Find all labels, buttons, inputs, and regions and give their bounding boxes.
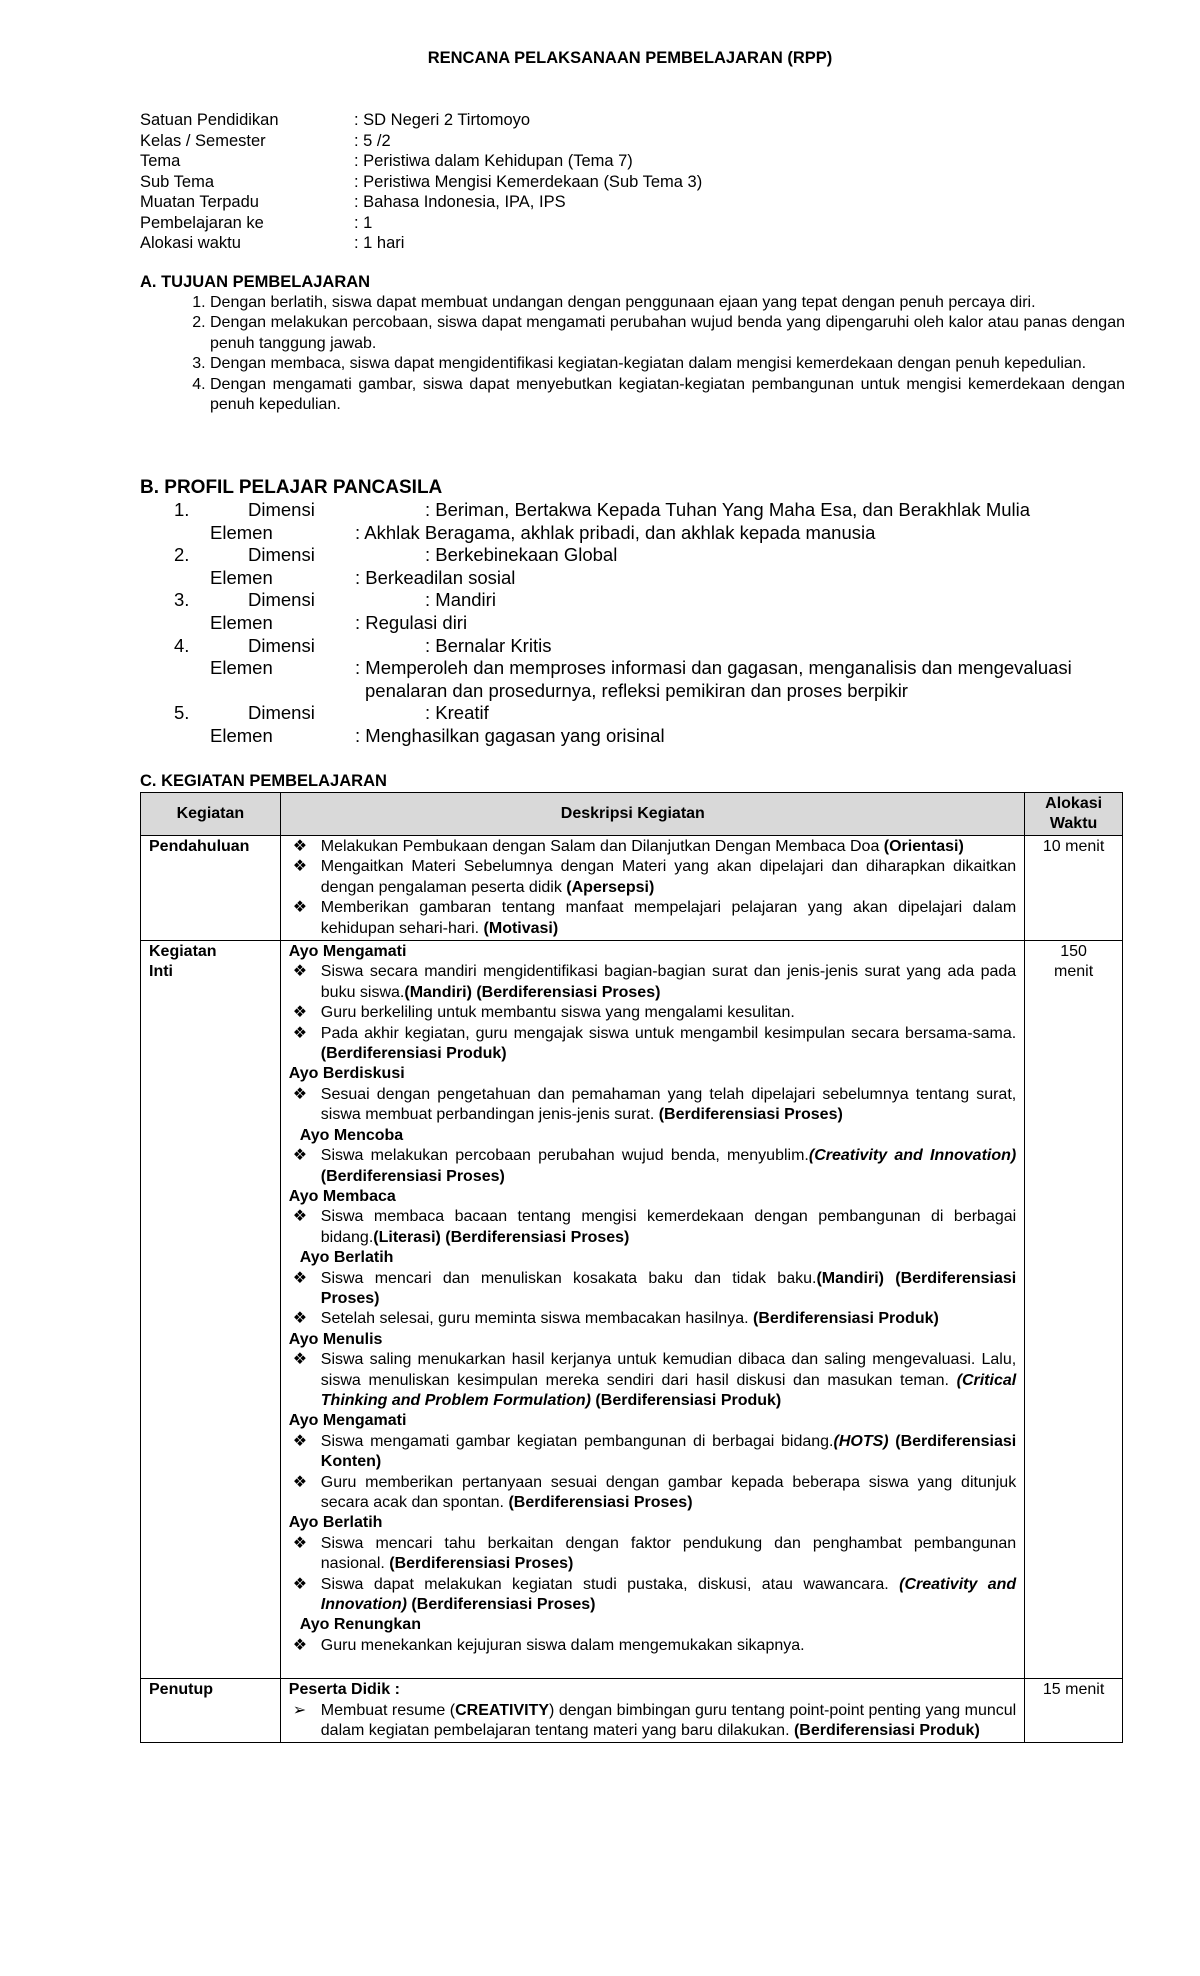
item-text: Guru menekankan kejujuran siswa dalam mengemukakan sikapnya. (320, 1636, 805, 1654)
dimensi-label: Dimensi (248, 544, 315, 566)
diamond-bullet-icon: ❖ (292, 858, 308, 876)
list-item (289, 1024, 1016, 1065)
list-item (289, 1309, 1016, 1329)
item-text: Siswa dapat melakukan kegiatan studi pustaka, diskusi, atau wawancara. (320, 1575, 900, 1593)
elemen-label: Elemen (210, 566, 273, 588)
item-tag: (Berdiferensiasi Proses) (406, 1596, 596, 1614)
item-tag: (Orientasi) (883, 838, 964, 855)
phase-label: Penutup (149, 1681, 213, 1699)
item-text: Pada akhir kegiatan, guru mengajak siswa untuk mengambil kesimpulan secara bersama-sama. (320, 1024, 1017, 1042)
header-alokasi: Alokasi Waktu (1025, 793, 1123, 836)
diamond-bullet-icon: ❖ (292, 1432, 308, 1450)
dimensi-row (140, 544, 1125, 567)
diamond-bullet-icon: ❖ (292, 1575, 308, 1593)
activity-list (289, 1085, 1016, 1126)
item-italic-tag: (Creativity and Innovation) (320, 1575, 1017, 1614)
identity-value: : SD Negeri 2 Tirtomoyo (354, 111, 531, 129)
subheading: Peserta Didik : (288, 1681, 400, 1699)
identity-row (140, 110, 702, 131)
diamond-bullet-icon: ❖ (292, 1024, 308, 1042)
identity-label: Sub Tema (140, 172, 214, 191)
dimensi-label: Dimensi (248, 702, 315, 724)
diamond-bullet-icon: ❖ (292, 1310, 308, 1328)
identity-row (140, 213, 702, 234)
dimensi-label: Dimensi (248, 499, 315, 520)
list-item (289, 1701, 1016, 1742)
identity-row (140, 172, 702, 193)
item-italic-tag: (Creativity and Innovation) (808, 1147, 1017, 1165)
subheading: Ayo Mengamati (288, 943, 407, 961)
item-italic-tag: (HOTS) (833, 1432, 889, 1450)
list-item (289, 837, 1016, 857)
item-text: Siswa membaca bacaan tentang mengisi kemerdekaan dengan pembangunan di berbagai bidang. (320, 1208, 1017, 1246)
list-item (289, 1085, 1016, 1126)
subheading: Ayo Berdiskusi (288, 1065, 405, 1083)
diamond-bullet-icon: ❖ (292, 1351, 308, 1369)
list-item (289, 1473, 1016, 1514)
elemen-row (140, 657, 1125, 680)
elemen-label: Elemen (210, 657, 273, 679)
list-item (289, 1269, 1016, 1310)
time-cell: 150 (1060, 943, 1087, 961)
dimensi-number: 3. (174, 589, 190, 611)
list-item (289, 1636, 1016, 1656)
item-tag: (Berdiferensiasi Proses) (658, 1106, 843, 1124)
identity-row (140, 131, 702, 152)
item-text: Memberikan gambaran tentang manfaat mempelajari pelajaran yang akan dipelajari dalam kehidupan sehari-hari. (320, 899, 1017, 937)
item-text: Sesuai dengan pengetahuan dan pemahaman yang telah dipelajari sebelumnya tentang surat, siswa membuat perbandingan jenis-jenis surat. (320, 1085, 1017, 1124)
dimensi-value: : Bernalar Kritis (425, 634, 552, 656)
identity-label: Muatan Terpadu (140, 193, 259, 211)
activity-list (289, 1269, 1016, 1330)
header-kegiatan: Kegiatan (141, 793, 281, 836)
item-text: Melakukan Pembukaan dengan Salam dan Dilanjutkan Dengan Membaca Doa (320, 838, 884, 855)
header-deskripsi: Deskripsi Kegiatan (280, 793, 1024, 836)
item-text: Mengaitkan Materi Sebelumnya dengan Materi yang akan dipelajari dan diharapkan dikaitkan dengan pengalaman peserta didik (320, 858, 1017, 896)
list-item (289, 857, 1016, 898)
dimensi-value: : Kreatif (425, 702, 489, 724)
section-c-heading: C. KEGIATAN PEMBELAJARAN (140, 772, 387, 790)
elemen-value: : Regulasi diri (355, 611, 468, 633)
dimensi-row (140, 589, 1125, 612)
item-tag: (Berdiferensiasi Proses) (389, 1555, 574, 1573)
identity-label: Alokasi waktu (140, 234, 241, 252)
item-tag: (Literasi) (Berdiferensiasi Proses) (373, 1228, 630, 1246)
elemen-value: : Memperoleh dan memproses informasi dan gagasan, menganalisis dan mengevaluasi (355, 657, 1072, 679)
phase-label: Pendahuluan (149, 838, 250, 855)
activity-list (289, 1636, 1016, 1656)
list-item (289, 898, 1016, 939)
elemen-value: : Menghasilkan gagasan yang orisinal (355, 724, 665, 746)
identity-value: : 1 hari (354, 234, 405, 252)
activity-list (289, 1207, 1016, 1248)
elemen-label: Elemen (210, 521, 273, 543)
objective-item: 3. Dengan membaca, siswa dapat mengidentifikasi kegiatan-kegiatan dalam mengisi kemerdekaan dengan penuh kepedulian. (210, 354, 1125, 375)
dimensi-number: 2. (174, 544, 190, 566)
dimensi-label: Dimensi (248, 634, 315, 656)
time-cell: 10 menit (1025, 836, 1123, 941)
dimensi-value: : Beriman, Bertakwa Kepada Tuhan Yang Maha Esa, dan Berakhlak Mulia (425, 499, 1031, 520)
identity-value: : Peristiwa dalam Kehidupan (Tema 7) (354, 152, 633, 170)
diamond-bullet-icon: ❖ (292, 1147, 308, 1165)
identity-label: Kelas / Semester (140, 131, 266, 150)
diamond-bullet-icon: ❖ (292, 1208, 308, 1226)
dimensi-number: 5. (174, 702, 190, 724)
subheading: Ayo Mengamati (288, 1412, 407, 1430)
item-text: Siswa saling menukarkan hasil kerjanya untuk kemudian dibaca dan saling mengevaluasi. Lalu, siswa menuliskan kesimpulan mereka sendiri dari hasil diskusi dan masukan teman. (320, 1351, 1017, 1389)
list-item (289, 1432, 1016, 1473)
list-item (289, 1534, 1016, 1575)
section-b-heading: B. PROFIL PELAJAR PANCASILA (140, 477, 443, 498)
list-item (289, 1350, 1016, 1411)
list-item (289, 1207, 1016, 1248)
document-title: RENCANA PELAKSANAAN PEMBELAJARAN (RPP) (427, 49, 833, 67)
list-item (289, 1146, 1016, 1187)
subheading: Ayo Membaca (288, 1187, 396, 1205)
dimensi-value: : Mandiri (425, 589, 496, 611)
elemen-label: Elemen (210, 724, 273, 746)
dimensi-label: Dimensi (248, 589, 315, 611)
item-tag: (Apersepsi) (566, 878, 655, 896)
diamond-bullet-icon: ❖ (292, 1473, 308, 1491)
item-tag: (Berdiferensiasi Produk) (590, 1391, 782, 1409)
objective-list (140, 293, 1125, 416)
elemen-value-cont: penalaran dan prosedurnya, refleksi pemikiran dan proses berpikir (365, 679, 908, 701)
section-profil (140, 477, 1125, 748)
objective-item: 2. Dengan melakukan percobaan, siswa dapat mengamati perubahan wujud benda yang dipengaruhi oleh kalor atau panas dengan penuh tanggung jawab. (210, 313, 1125, 354)
item-tag: (Berdiferensiasi Produk) (320, 1045, 507, 1063)
item-tag: (Berdiferensiasi Proses) (508, 1494, 693, 1511)
identity-value: : Bahasa Indonesia, IPA, IPS (354, 193, 566, 211)
elemen-row (140, 725, 1125, 748)
table-row-penutup (141, 1679, 1123, 1743)
item-text: Membuat resume ( (320, 1701, 456, 1719)
item-text: Guru memberikan pertanyaan sesuai dengan gambar kepada beberapa siswa yang ditunjuk secara acak dan spontan. (320, 1473, 1017, 1511)
item-tag: (Berdiferensiasi Produk) (793, 1722, 980, 1740)
subheading: Ayo Renungkan (299, 1616, 421, 1634)
elemen-value: : Berkeadilan sosial (355, 566, 516, 588)
subheading: Ayo Berlatih (288, 1514, 383, 1532)
dimensi-number: 1. (174, 499, 190, 520)
item-text: Siswa secara mandiri mengidentifikasi bagian-bagian surat dan jenis-jenis surat yang ada pada buku siswa. (320, 963, 1017, 1001)
list-item (289, 962, 1016, 1003)
item-tag: (Berdiferensiasi Produk) (752, 1310, 939, 1328)
list-item (289, 1575, 1016, 1616)
time-cell-unit: menit (1054, 963, 1094, 981)
phase-label: Kegiatan (149, 943, 217, 961)
objective-item: 4. Dengan mengamati gambar, siswa dapat menyebutkan kegiatan-kegiatan pembangunan untuk mengisi kemerdekaan dengan penuh kepedulian. (210, 375, 1125, 416)
table-header-row (141, 793, 1123, 836)
elemen-value: : Akhlak Beragama, akhlak pribadi, dan akhlak kepada manusia (355, 521, 876, 543)
time-cell: 15 menit (1025, 1679, 1123, 1743)
section-tujuan (140, 272, 1125, 416)
diamond-bullet-icon: ❖ (292, 1004, 308, 1022)
item-text: Guru berkeliling untuk membantu siswa yang mengalami kesulitan. (320, 1004, 795, 1022)
dimensi-row (140, 702, 1125, 725)
objective-item: 1. Dengan berlatih, siswa dapat membuat undangan dengan penggunaan ejaan yang tepat dengan penuh percaya diri. (210, 293, 1125, 314)
dimensi-row (140, 499, 1125, 522)
identity-block (140, 110, 702, 254)
activity-list (289, 962, 1016, 1064)
dimensi-number: 4. (174, 634, 190, 656)
item-text: Siswa mencari dan menuliskan kosakata baku dan tidak baku. (320, 1269, 817, 1287)
item-italic-tag: (Critical Thinking and Problem Formulation) (320, 1371, 1017, 1409)
diamond-bullet-icon: ❖ (292, 1636, 308, 1654)
dimensi-row (140, 635, 1125, 658)
arrow-bullet-icon: ➢ (292, 1701, 307, 1719)
identity-label: Tema (140, 152, 181, 170)
identity-value: : 5 /2 (354, 131, 391, 150)
activity-list (289, 1146, 1016, 1187)
item-text: Setelah selesai, guru meminta siswa membacakan hasilnya. (320, 1310, 753, 1328)
identity-label: Satuan Pendidikan (140, 111, 279, 129)
diamond-bullet-icon: ❖ (292, 1085, 308, 1103)
identity-value: : 1 (354, 213, 373, 232)
elemen-label: Elemen (210, 611, 273, 633)
subheading: Ayo Berlatih (299, 1249, 394, 1267)
item-text: ) dengan bimbingan guru tentang point-point penting yang muncul dalam kegiatan pembelajaran tentang materi yang baru dilakukan. (320, 1701, 1017, 1740)
activity-list (289, 1534, 1016, 1616)
item-tag: (Berdiferensiasi Konten) (320, 1432, 1017, 1471)
diamond-bullet-icon: ❖ (292, 838, 308, 855)
activity-list (289, 1432, 1016, 1514)
item-tag: (Berdiferensiasi Proses) (320, 1167, 505, 1185)
section-a-heading: A. TUJUAN PEMBELAJARAN (140, 273, 371, 291)
diamond-bullet-icon: ❖ (292, 963, 308, 981)
elemen-row (140, 522, 1125, 545)
subheading: Ayo Menulis (288, 1330, 383, 1348)
identity-label: Pembelajaran ke (140, 213, 264, 232)
activity-table (140, 792, 1123, 1743)
subheading: Ayo Mencoba (299, 1126, 404, 1144)
table-row-inti (141, 941, 1123, 1679)
activity-list (289, 1701, 1016, 1742)
elemen-continuation (140, 680, 1125, 703)
diamond-bullet-icon: ❖ (292, 1269, 308, 1287)
item-text: Siswa mengamati gambar kegiatan pembangunan di berbagai bidang. (320, 1432, 834, 1450)
item-tag: (Mandiri) (Berdiferensiasi Proses) (404, 983, 661, 1001)
activity-list (289, 1350, 1016, 1411)
list-item (289, 1003, 1016, 1023)
item-bold: CREATIVITY (455, 1701, 550, 1719)
identity-row (140, 151, 702, 172)
identity-value: : Peristiwa Mengisi Kemerdekaan (Sub Tema 3) (354, 172, 703, 191)
diamond-bullet-icon: ❖ (292, 1534, 308, 1552)
item-tag: (Mandiri) (Berdiferensiasi Proses) (320, 1269, 1017, 1307)
table-row-pendahuluan (141, 836, 1123, 941)
identity-row (140, 192, 702, 213)
item-text: Siswa mencari tahu berkaitan dengan faktor pendukung dan penghambat pembangunan nasional. (320, 1534, 1017, 1573)
item-tag: (Motivasi) (483, 919, 559, 937)
diamond-bullet-icon: ❖ (292, 899, 308, 917)
activity-list (289, 837, 1016, 939)
dimensi-value: : Berkebinekaan Global (425, 544, 618, 566)
elemen-row (140, 567, 1125, 590)
item-text: Siswa melakukan percobaan perubahan wujud benda, menyublim. (320, 1147, 809, 1165)
identity-row (140, 233, 702, 254)
elemen-row (140, 612, 1125, 635)
phase-label-2: Inti (149, 963, 173, 981)
